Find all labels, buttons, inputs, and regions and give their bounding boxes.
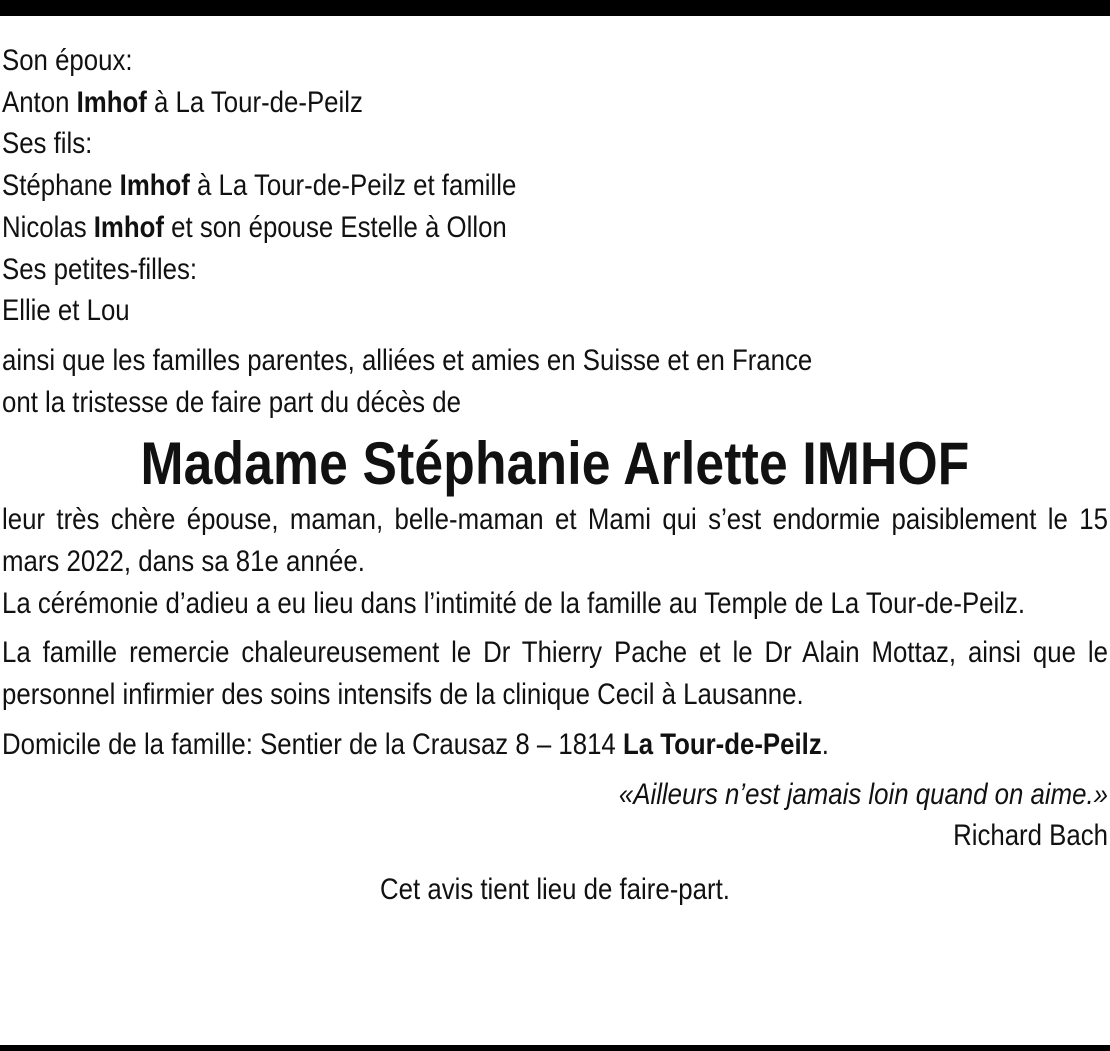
family-line-text: à La Tour-de-Peilz et famille xyxy=(189,169,517,203)
announcement-line: ainsi que les familles parentes, alliées et amies en Suisse et en France xyxy=(2,343,813,377)
family-line-text: Ellie et Lou xyxy=(2,294,130,328)
family-line-text: à La Tour-de-Peilz xyxy=(146,85,363,119)
obituary-notice xyxy=(2,40,1108,911)
family-line-text: et son épouse Estelle à Ollon xyxy=(163,210,507,244)
announcement xyxy=(2,340,1108,423)
domicile-town: La Tour-de-Peilz xyxy=(622,727,822,761)
family-line xyxy=(2,82,1108,124)
ceremony-paragraph: La cérémonie d’adieu a eu lieu dans l’intimité de la famille au Temple de La Tour-de-Peilz. xyxy=(2,586,1026,620)
family-surname: Imhof xyxy=(93,210,164,244)
bottom-border-rule xyxy=(0,1045,1110,1051)
family-line-text: Nicolas xyxy=(2,210,94,244)
family-list xyxy=(2,40,1108,332)
family-line xyxy=(2,165,1108,207)
family-line xyxy=(2,249,1108,291)
quote-author: Richard Bach xyxy=(953,819,1108,853)
family-surname: Imhof xyxy=(119,169,190,203)
family-line xyxy=(2,123,1108,165)
closing-line: Cet avis tient lieu de faire-part. xyxy=(380,872,730,906)
family-line-text: Ses fils: xyxy=(2,127,93,161)
family-line-text: Son époux: xyxy=(2,44,133,77)
family-line-text: Anton xyxy=(2,85,77,119)
family-line-text: Ses petites-filles: xyxy=(2,252,198,286)
tribute-paragraph: leur très chère épouse, maman, belle-maman et Mami qui s’est endormie paisiblement le 15 mars 2022, dans sa 81e année. xyxy=(2,503,1108,579)
deceased-name-heading: Madame Stéphanie Arlette IMHOF xyxy=(140,430,970,498)
domicile-line xyxy=(2,724,1108,766)
family-line-text: Stéphane xyxy=(2,169,120,203)
thanks-paragraph: La famille remercie chaleureusement le Dr Thierry Pache et le Dr Alain Mottaz, ainsi que le personnel infirmier des soins intensifs de la clinique Cecil à Lausanne. xyxy=(2,636,1108,712)
family-line xyxy=(2,290,1108,332)
announcement-line: ont la tristesse de faire part du décès de xyxy=(2,385,461,419)
domicile-text: . xyxy=(821,727,829,761)
domicile-text: Domicile de la famille: Sentier de la Crausaz 8 – 1814 xyxy=(2,727,623,761)
top-border-rule xyxy=(0,0,1110,16)
family-line xyxy=(2,207,1108,249)
family-line xyxy=(2,40,1108,82)
family-surname: Imhof xyxy=(76,85,147,119)
quote: «Ailleurs n’est jamais loin quand on aime.» xyxy=(618,777,1108,811)
